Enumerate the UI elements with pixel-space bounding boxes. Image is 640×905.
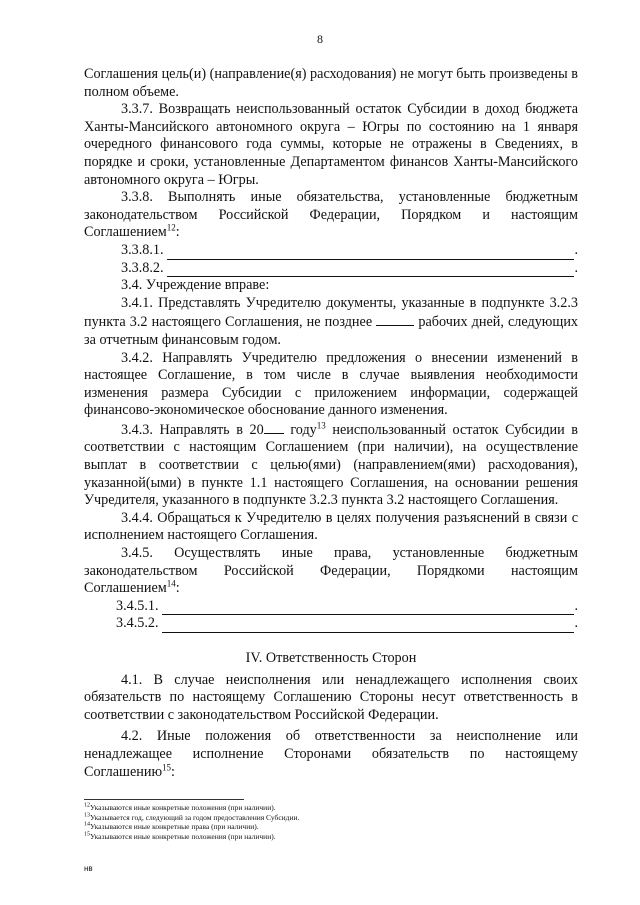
paragraph-4-2-text: 4.2. Иные положения об ответственности за неисполнение или ненадлежащее исполнение Сторонами обязательств по настоящему Соглашению — [84, 728, 578, 780]
blank-line — [162, 601, 575, 615]
footnote-text: Указываются иные конкретные положения (при наличии). — [90, 803, 276, 812]
fill-label-3-4-5-1: 3.4.5.1. — [116, 597, 159, 614]
page-number: 8 — [317, 32, 323, 46]
footnote-text: Указываются иные конкретные положения (при наличии). — [90, 831, 276, 841]
paragraph-3-4-1-text-a: 3.4.1. Представлять Учредителю документы, указанные в подпункте 3.2.3 пункта 3.2 настоящего Соглашения, не позднее — [84, 294, 578, 331]
paragraph-3-4-4: 3.4.4. Обращаться к Учредителю в целях получения разъяснений в связи с исполнением настоящего Соглашения. — [84, 509, 578, 544]
document-body — [84, 66, 578, 781]
blank-line — [167, 246, 575, 260]
paragraph-3-3-8-end: : — [175, 224, 180, 241]
fill-end-mark: . — [574, 615, 578, 632]
paragraph-3-4-1 — [84, 295, 578, 350]
paragraph-3-4-3-text-b: году — [290, 421, 317, 438]
paragraph-4-1: 4.1. В случае неисполнения или ненадлежащего исполнения своих обязательств по настоящему Соглашению Стороны несут ответственность в соответствии с законодательством Российской Федерации. — [84, 671, 578, 723]
footnote-ref-12: 12 — [166, 222, 176, 233]
footnote-text: Указываются иные конкретные права (при наличии). — [90, 822, 259, 832]
paragraph-3-4-3-text-a: 3.4.3. Направлять в 20 — [121, 421, 264, 438]
paragraph-3-3-7: 3.3.7. Возвращать неиспользованный остаток Субсидии в доход бюджета Ханты-Мансийского автономного округа – Югры по состоянию на 1 января очередного финансового года суммы, которые не отражены в Сведениях, в порядке и сроки, установленные Департаментом финансов Ханты-Мансийского автономного округа – Югры. — [84, 101, 578, 188]
section-heading: IV. Ответственность Сторон — [245, 650, 417, 666]
fill-line-3-3-8-1 — [84, 242, 578, 260]
fill-end-mark: . — [574, 241, 578, 258]
footnote-ref-14: 14 — [166, 578, 176, 589]
footnote-number: 12 — [84, 802, 90, 809]
paragraph-3-4: 3.4. Учреждение вправе: — [121, 277, 270, 294]
fill-label-3-4-5-2: 3.4.5.2. — [116, 615, 159, 632]
footnote-ref-13: 13 — [316, 420, 326, 431]
blank-line — [167, 263, 575, 277]
fill-line-3-4-5-1 — [84, 598, 578, 616]
footnote-13 — [84, 813, 578, 823]
footnote-number: 13 — [84, 812, 90, 819]
fill-end-mark: . — [574, 597, 578, 614]
footnote-ref-15: 15 — [162, 761, 172, 772]
fill-label-3-3-8-2: 3.3.8.2. — [121, 259, 164, 276]
footnote-number: 14 — [84, 821, 90, 828]
fill-line-3-4-5-2 — [84, 615, 578, 633]
paragraph-3-4-5-text: 3.4.5. Осуществлять иные права, установленные бюджетным законодательством Российской Федерации, Порядкоми настоящим Соглашением — [84, 545, 578, 597]
paragraph-continuation: Соглашения цель(и) (направление(я) расходования) не могут быть произведены в полном объеме. — [84, 66, 578, 100]
paragraph-4-2-end: : — [171, 763, 175, 780]
footnote-15 — [84, 832, 578, 842]
fill-line-3-3-8-2 — [84, 260, 578, 278]
fill-end-mark: . — [574, 259, 578, 276]
paragraph-4-2 — [84, 728, 578, 781]
paragraph-3-4-2: 3.4.2. Направлять Учредителю предложения о внесении изменений в настоящее Соглашение, в том числе в случае выявления необходимости изменения размера Субсидии с приложением информации, содержащей финансово-экономическое обоснование данного изменения. — [84, 349, 578, 419]
paragraph-3-4-5-end: : — [175, 580, 180, 597]
blank-year — [264, 420, 284, 434]
blank-days — [376, 312, 414, 326]
footnote-number: 15 — [84, 831, 90, 838]
paragraph-3-4-5 — [84, 545, 578, 598]
fill-label-3-3-8-1: 3.3.8.1. — [121, 241, 164, 258]
footnote-text: Указывается год, следующий за годом предоставления Субсидии. — [90, 812, 300, 822]
footnotes — [84, 803, 578, 841]
document-code: нв — [84, 864, 93, 873]
footnote-12 — [84, 803, 578, 813]
footnote-14 — [84, 822, 578, 832]
blank-line — [162, 619, 575, 633]
paragraph-3-3-8-text: 3.3.8. Выполнять иные обязательства, установленные бюджетным законодательством Российской Федерации, Порядком и настоящим Соглашением — [84, 189, 578, 241]
paragraph-3-4-3 — [84, 420, 578, 510]
paragraph-3-4-3-text-c: неиспользованный остаток Субсидии в соответствии с настоящим Соглашением (при наличии), на осуществление выплат в соответствии с целью(ями) (направлением(ями) расходования), указанной(ыми) в пункте 1.1 настоящего Соглашения, на основании решения Учредителя, указанного в подпункте 3.2.3 пункта 3.2 настоящего Соглашения. — [84, 421, 578, 509]
paragraph-3-4-1-text-b: рабочих дней, следующих за отчетным финансовым годом. — [84, 314, 579, 348]
footnote-divider — [84, 799, 244, 800]
paragraph-3-3-8 — [84, 189, 578, 242]
